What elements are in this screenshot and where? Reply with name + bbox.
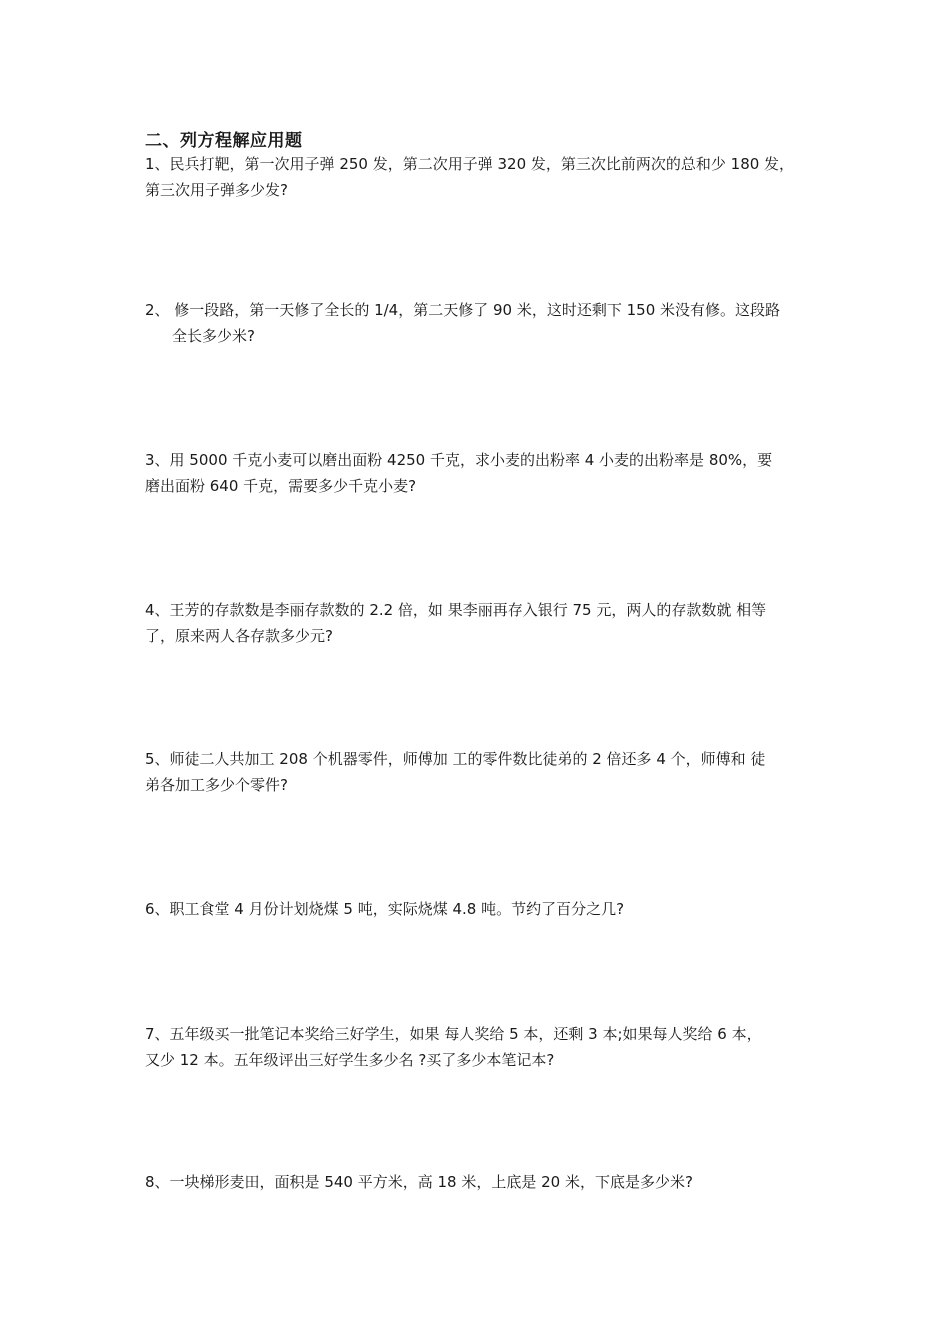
question-3-line-1: 3、用 5000 千克小麦可以磨出面粉 4250 千克，求小麦的出粉率 4 小麦的出粉率是 80%，要 bbox=[145, 451, 773, 469]
question-5-line-2: 弟各加工多少个零件? bbox=[145, 776, 288, 794]
question-4 bbox=[145, 597, 825, 649]
question-8-line-1: 8、一块梯形麦田，面积是 540 平方米，高 18 米，上底是 20 米，下底是多少米? bbox=[145, 1173, 693, 1191]
question-6 bbox=[145, 896, 825, 922]
question-8 bbox=[145, 1169, 825, 1195]
section-title: 二、列方程解应用题 bbox=[145, 131, 303, 151]
question-5-line-1: 5、师徒二人共加工 208 个机器零件，师傅加 工的零件数比徒弟的 2 倍还多 4 个，师傅和 徒 bbox=[145, 750, 766, 768]
question-5 bbox=[145, 746, 825, 798]
question-4-line-2: 了，原来两人各存款多少元? bbox=[145, 627, 333, 645]
question-3-line-2: 磨出面粉 640 千克，需要多少千克小麦? bbox=[145, 477, 417, 495]
question-2-line-1: 2、 修一段路，第一天修了全长的 1/4，第二天修了 90 米，这时还剩下 150 米没有修。这段路 bbox=[145, 301, 781, 319]
question-7-line-2: 又少 12 本。五年级评出三好学生多少名 ?买了多少本笔记本? bbox=[145, 1051, 555, 1069]
question-3 bbox=[145, 447, 825, 499]
question-2-line-2: 全长多少米? bbox=[172, 327, 255, 345]
question-2 bbox=[145, 297, 825, 349]
question-4-line-1: 4、王芳的存款数是李丽存款数的 2.2 倍，如 果李丽再存入银行 75 元，两人的存款数就 相等 bbox=[145, 601, 767, 619]
question-7-line-1: 7、五年级买一批笔记本奖给三好学生，如果 每人奖给 5 本，还剩 3 本;如果每人奖给 6 本， bbox=[145, 1025, 762, 1043]
question-1-line-1: 1、民兵打靶，第一次用子弹 250 发，第二次用子弹 320 发，第三次比前两次的总和少 180 发， bbox=[145, 155, 795, 173]
question-1-line-2: 第三次用子弹多少发? bbox=[145, 181, 288, 199]
question-7 bbox=[145, 1021, 825, 1073]
question-6-line-1: 6、职工食堂 4 月份计划烧煤 5 吨，实际烧煤 4.8 吨。节约了百分之几? bbox=[145, 900, 625, 918]
question-1 bbox=[145, 151, 825, 203]
